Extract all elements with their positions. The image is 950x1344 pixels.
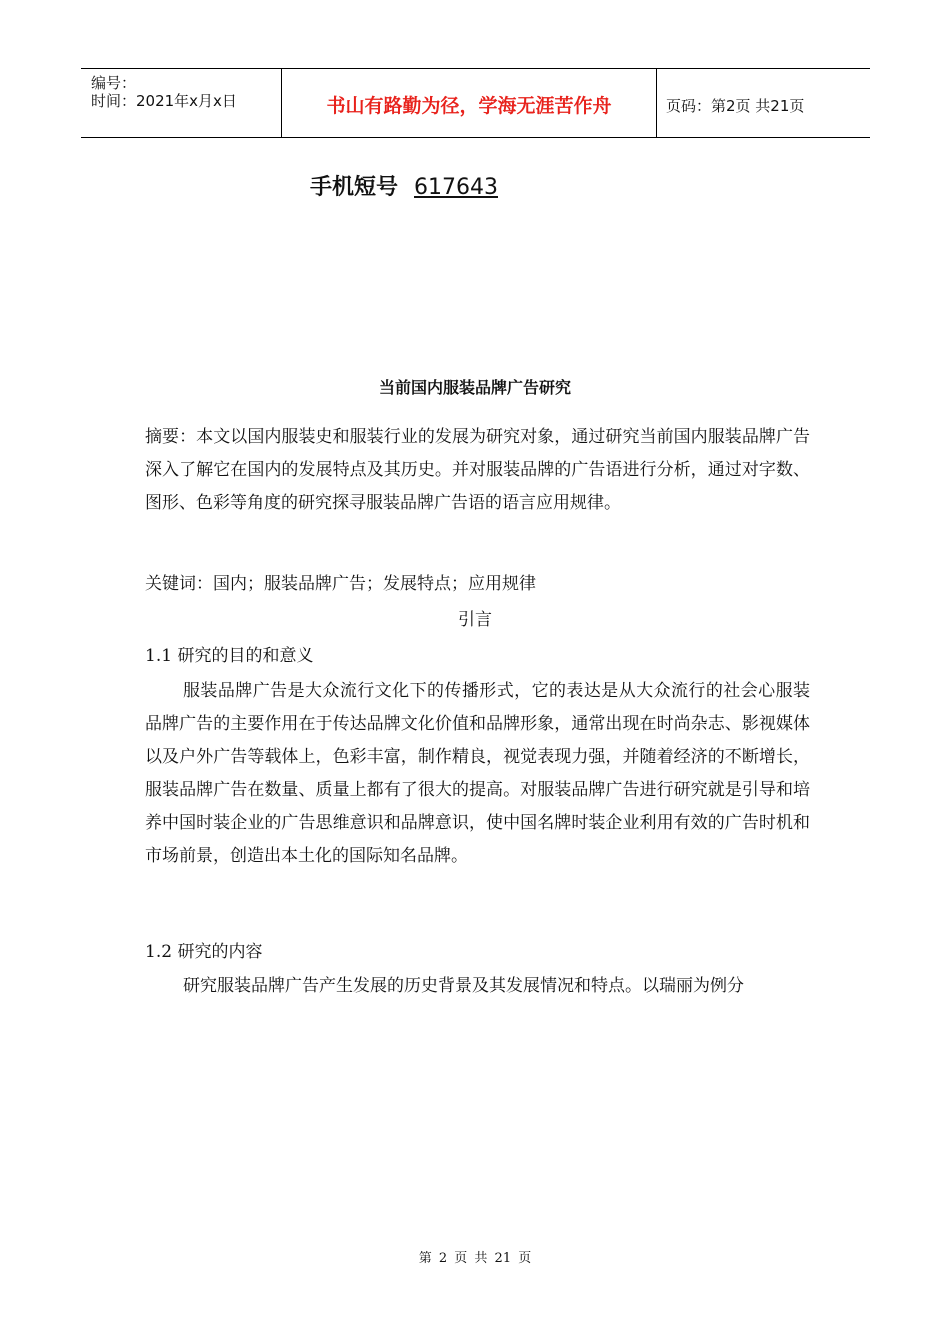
- page-footer: 第 2 页 共 21 页: [418, 1251, 532, 1266]
- header-motto-cell: [281, 69, 657, 137]
- phone-line: [310, 170, 498, 201]
- document-time-label: 时间：2021年x月x日: [91, 92, 237, 110]
- abstract-paragraph: 摘要：本文以国内服装史和服装行业的发展为研究对象，通过研究当前国内服装品牌广告深入了解它在国内的发展特点及其历史。并对服装品牌的广告语进行分析，通过对字数、图形、色彩等角度的研究探寻服装品牌广告语的语言应用规律。: [145, 427, 810, 513]
- header-table: [81, 68, 870, 138]
- section-2-heading: 1.2 研究的内容: [145, 942, 263, 962]
- section-1-body: 服装品牌广告是大众流行文化下的传播形式，它的表达是从大众流行的社会心服装品牌广告的主要作用在于传达品牌文化价值和品牌形象，通常出现在时尚杂志、影视媒体以及户外广告等载体上，色彩丰富，制作精良，视觉表现力强，并随着经济的不断增长，服装品牌广告在数量、质量上都有了很大的提高。对服装品牌广告进行研究就是引导和培养中国时装企业的广告思维意识和品牌意识，使中国名牌时装企业利用有效的广告时机和市场前景，创造出本土化的国际知名品牌。: [145, 681, 810, 866]
- phone-number: 617643: [414, 175, 498, 200]
- section-1-heading: 1.1 研究的目的和意义: [145, 646, 314, 666]
- header-left-cell: [81, 69, 281, 137]
- intro-heading: 引言: [458, 610, 492, 630]
- phone-label: 手机短号: [310, 175, 399, 200]
- document-code-label: 编号：: [91, 74, 137, 92]
- header-motto: 书山有路勤为径，学海无涯苦作舟: [326, 95, 612, 117]
- header-page-info: 页码：第2页 共21页: [666, 97, 805, 115]
- document-title: 当前国内服装品牌广告研究: [378, 378, 571, 397]
- header-page-cell: [656, 69, 870, 137]
- keywords-line: 关键词：国内；服装品牌广告；发展特点；应用规律: [145, 574, 536, 594]
- section-2-body: 研究服装品牌广告产生发展的历史背景及其发展情况和特点。以瑞丽为例分: [183, 976, 744, 996]
